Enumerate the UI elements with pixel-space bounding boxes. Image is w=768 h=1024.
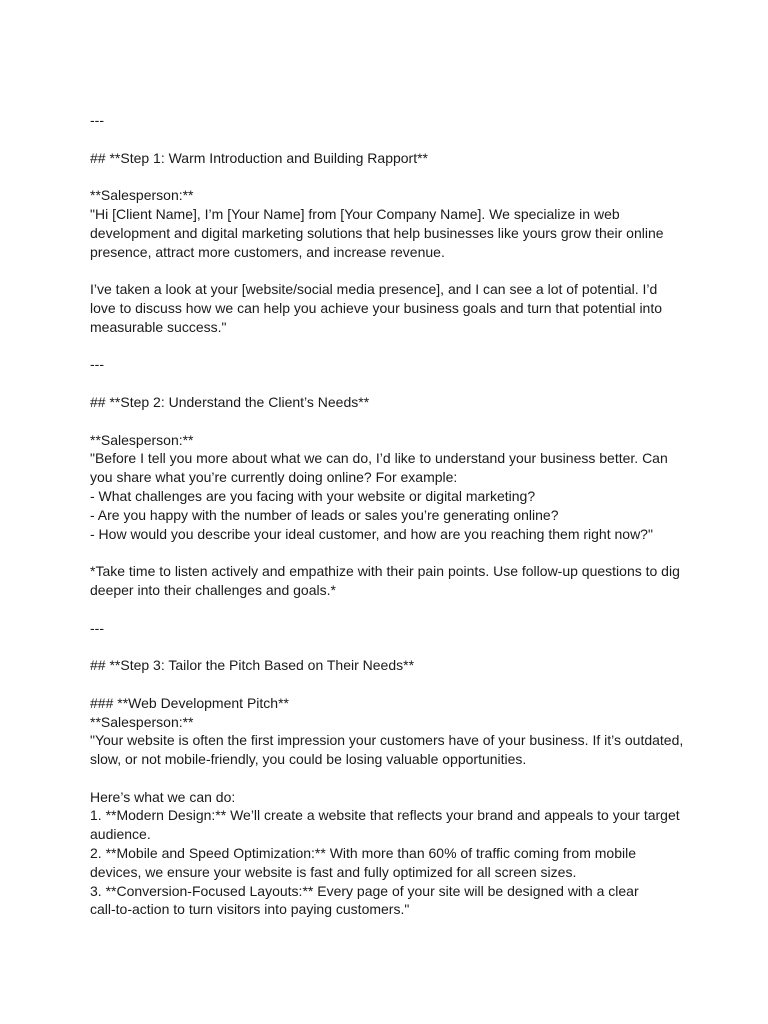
separator-line: --- [90, 619, 104, 636]
document-body [90, 111, 690, 919]
subheading-web-development: ### **Web Development Pitch** [90, 694, 289, 711]
step-3-heading: ## **Step 3: Tailor the Pitch Based on Their Needs** [90, 657, 415, 674]
blank-line [90, 637, 690, 656]
blank-line [90, 167, 690, 186]
list-item: 1. **Modern Design:** We’ll create a website that reflects your brand and appeals to your target [90, 807, 680, 824]
list-item: audience. [90, 826, 151, 843]
list-item: call-to-action to turn visitors into paying customers." [90, 901, 410, 918]
paragraph-line: slow, or not mobile-friendly, you could be losing valuable opportunities. [90, 751, 527, 768]
note-line: deeper into their challenges and goals.* [90, 581, 336, 598]
list-item: - What challenges are you facing with your website or digital marketing? [90, 487, 536, 504]
blank-line [90, 374, 690, 393]
separator-line: --- [90, 112, 104, 128]
list-item: - How would you describe your ideal customer, and how are you reaching them right now?" [90, 525, 653, 542]
paragraph-line: "Hi [Client Name], I’m [Your Name] from [Your Company Name]. We specialize in web [90, 205, 620, 222]
step-1-heading: ## **Step 1: Warm Introduction and Building Rapport** [90, 149, 429, 166]
blank-line [90, 130, 690, 149]
blank-line [90, 261, 690, 280]
speaker-label: **Salesperson:** [90, 431, 194, 448]
blank-line [90, 600, 690, 619]
list-item: 3. **Conversion-Focused Layouts:** Every page of your site will be designed with a clear [90, 882, 639, 899]
step-2-heading: ## **Step 2: Understand the Client’s Needs** [90, 393, 370, 410]
paragraph-line: love to discuss how we can help you achieve your business goals and turn that potential into [90, 299, 663, 316]
paragraph-line: Here’s what we can do: [90, 788, 236, 805]
blank-line [90, 769, 690, 788]
paragraph-line: you share what you’re currently doing online? For example: [90, 469, 458, 486]
paragraph-line: development and digital marketing solutions that help businesses like yours grow their online [90, 224, 664, 241]
paragraph-line: "Before I tell you more about what we can do, I’d like to understand your business better. Can [90, 450, 668, 467]
paragraph-line: I’ve taken a look at your [website/social media presence], and I can see a lot of potential. I’d [90, 281, 658, 298]
paragraph-line: measurable success." [90, 318, 227, 335]
separator-line: --- [90, 356, 104, 373]
list-item: - Are you happy with the number of leads or sales you’re generating online? [90, 506, 559, 523]
speaker-label: **Salesperson:** [90, 187, 194, 204]
list-item: devices, we ensure your website is fast and fully optimized for all screen sizes. [90, 863, 577, 880]
blank-line [90, 412, 690, 431]
paragraph-line: "Your website is often the first impression your customers have of your business. If it’s outdated, [90, 732, 684, 749]
blank-line [90, 337, 690, 356]
list-item: 2. **Mobile and Speed Optimization:** With more than 60% of traffic coming from mobile [90, 845, 636, 862]
paragraph-line: presence, attract more customers, and increase revenue. [90, 243, 445, 260]
blank-line [90, 675, 690, 694]
blank-line [90, 543, 690, 562]
note-line: *Take time to listen actively and empathize with their pain points. Use follow-up questions to dig [90, 563, 680, 580]
speaker-label: **Salesperson:** [90, 713, 194, 730]
